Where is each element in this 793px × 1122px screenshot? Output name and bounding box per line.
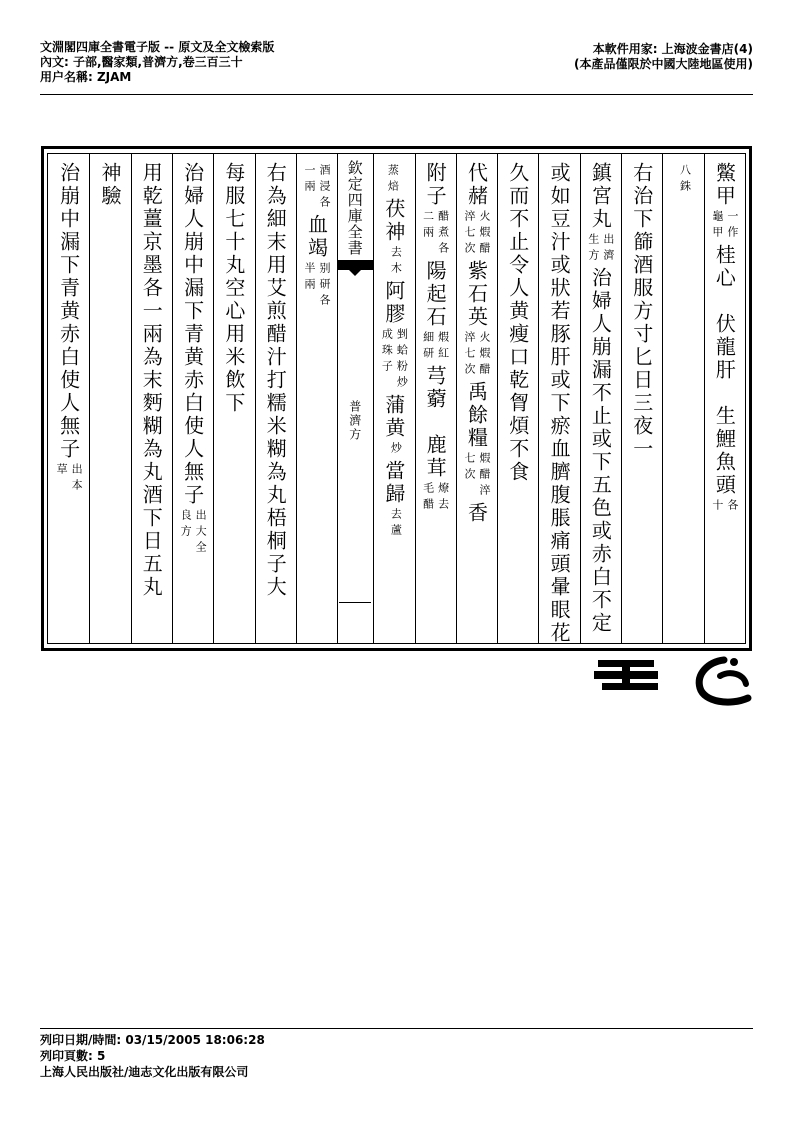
annotation: [386, 442, 401, 458]
main-text: 每服七十丸空心用米飲下: [221, 162, 246, 415]
annotation-right: 一作: [725, 210, 739, 242]
annotation-left: 淬七次: [462, 331, 476, 379]
text-column: [377, 162, 411, 542]
annotation-right: 出大全: [194, 509, 208, 557]
annotation-left: 一兩: [303, 164, 317, 196]
app-title: 文淵閣四庫全書電子版 -- 原文及全文檢索版: [40, 40, 275, 54]
main-text: 或如豆汁或狀若豚肝或下瘀血臍腹脹痛頭暈眼花: [547, 162, 572, 645]
text-column: [418, 162, 452, 516]
main-text: 代赭: [464, 162, 489, 208]
annotation: [463, 452, 490, 500]
annotation: [463, 331, 490, 379]
annotation: [386, 246, 401, 278]
annotation: [386, 164, 401, 196]
column-rule: [337, 154, 338, 643]
header-right: [574, 42, 753, 72]
main-text: 鎮宮丸: [588, 162, 613, 231]
main-text: 神驗: [97, 162, 122, 208]
column-rule: [415, 154, 416, 643]
text-column: [258, 162, 292, 599]
center-bottom-line: [339, 602, 371, 603]
annotation: [463, 210, 490, 258]
annotation: [303, 262, 330, 310]
page-image: [41, 146, 752, 651]
column-rule: [704, 154, 705, 643]
main-text: 久而不止令人黄瘦口乾胷煩不食: [505, 162, 530, 484]
annotation-right: 去木: [389, 246, 403, 278]
main-text: 當歸: [381, 460, 406, 506]
annotation: [303, 164, 330, 212]
book-title: 普濟方: [347, 400, 362, 442]
column-rule: [213, 154, 214, 643]
text-column: [501, 162, 535, 484]
column-rule: [456, 154, 457, 643]
footer: [40, 1032, 265, 1080]
fishtail-mark: [337, 260, 373, 270]
annotation-left: 草: [55, 463, 69, 479]
text-column: [134, 162, 168, 599]
text-column: [52, 162, 86, 497]
main-text: 治婦人崩中漏下青黄赤白使人無子: [180, 162, 205, 507]
column-rule: [255, 154, 256, 643]
annotation-left: 成珠子: [380, 328, 394, 376]
annotation-left: 半兩: [303, 262, 317, 294]
main-text: 附子: [423, 162, 448, 208]
annotation-right: 煆醋淬: [477, 452, 491, 500]
main-text: 紫石英: [464, 260, 489, 329]
column-rule: [538, 154, 539, 643]
annotation-left: 二兩: [421, 210, 435, 242]
text-column: [93, 162, 127, 208]
text-column: [217, 162, 251, 415]
main-text: 香: [464, 502, 489, 525]
annotation-right: 出本: [70, 463, 84, 495]
header-divider: [40, 94, 753, 95]
main-text: 右為細末用艾煎醋汁打糯米糊為丸梧桐子大: [263, 162, 288, 599]
annotation-right: 火煆醋: [477, 331, 491, 379]
main-text: 茯神: [381, 198, 406, 244]
main-text: 桂心 伏龍肝 生鯉魚頭: [712, 244, 737, 497]
annotation: [587, 233, 614, 265]
annotation-right: 八銖: [678, 164, 692, 196]
logo-bars-icon: [594, 656, 662, 696]
content-breadcrumb: 內文: 子部,醫家類,普濟方,卷三百三十: [40, 55, 243, 69]
annotation: [179, 509, 206, 557]
text-column: [707, 162, 741, 517]
annotation-right: 酒浸各: [318, 164, 332, 212]
series-title: 欽定四庫全書: [345, 160, 364, 256]
annotation: [55, 463, 82, 495]
column-rule: [662, 154, 663, 643]
annotation-right: 别研各: [318, 262, 332, 310]
center-fold: [337, 154, 373, 643]
annotation: [422, 331, 449, 363]
annotation-right: 煆紅: [436, 331, 450, 363]
annotation-right: 去蘆: [389, 508, 403, 540]
annotation: [422, 210, 449, 258]
annotation-right: 醋煮各: [436, 210, 450, 258]
main-text: 禹餘糧: [464, 381, 489, 450]
annotation-left: 龜甲: [710, 210, 724, 242]
main-text: 治崩中漏下青黄赤白使人無子: [56, 162, 81, 461]
main-text: 蒲黄: [381, 394, 406, 440]
annotation: [711, 499, 738, 515]
column-rule: [89, 154, 90, 643]
main-text: 右治下篩酒服方寸匕日三夜一: [629, 162, 654, 461]
annotation-right: 燎去: [436, 482, 450, 514]
column-rule: [296, 154, 297, 643]
print-datetime: 列印日期/時間: 03/15/2005 18:06:28: [40, 1033, 265, 1047]
column-rule: [621, 154, 622, 643]
publisher: 上海人民出版社/迪志文化出版有限公司: [40, 1065, 249, 1079]
main-text: 用乾薑京墨各一兩為末麪糊為丸酒下日五丸: [139, 162, 164, 599]
text-column: [666, 162, 700, 198]
annotation: [422, 482, 449, 514]
column-rule: [172, 154, 173, 643]
main-text: 芎藭 鹿茸: [423, 365, 448, 480]
column-rule: [580, 154, 581, 643]
main-text: 治婦人崩漏不止或下五色或赤白不定: [588, 267, 613, 635]
licensee-label: 本軟件用家: 上海波金書店(4): [592, 42, 753, 56]
annotation-left: 淬七次: [462, 210, 476, 258]
text-column: [459, 162, 493, 525]
annotation-left: 細研: [421, 331, 435, 363]
annotation-right: 剉蛤粉炒: [395, 328, 409, 392]
annotation: [676, 164, 691, 196]
column-rule: [131, 154, 132, 643]
annotation-left: 生方: [586, 233, 600, 265]
annotation-left: 毛醋: [421, 482, 435, 514]
main-text: 陽起石: [423, 260, 448, 329]
column-rule: [497, 154, 498, 643]
column-rule: [373, 154, 374, 643]
footer-divider: [40, 1028, 753, 1029]
logo-seal-icon: [690, 656, 756, 708]
print-pages: 列印頁數: 5: [40, 1049, 106, 1063]
text-column: [542, 162, 576, 645]
annotation-right: 炒: [389, 442, 403, 458]
user-name: 用户名稱: ZJAM: [40, 70, 132, 84]
annotation-left: 蒸焙: [386, 164, 400, 196]
annotation: [711, 210, 738, 242]
annotation: [386, 508, 401, 540]
annotation-left: 七次: [462, 452, 476, 484]
annotation: [380, 328, 407, 392]
main-text: 鱉甲: [712, 162, 737, 208]
text-column: [583, 162, 617, 635]
annotation-right: 出濟: [601, 233, 615, 265]
annotation-left: 良方: [179, 509, 193, 541]
main-text: 血竭: [304, 214, 329, 260]
main-text: 阿膠: [381, 280, 406, 326]
text-column: [300, 162, 334, 312]
region-restriction: (本產品僅限於中國大陸地區使用): [574, 57, 753, 71]
header-left: [40, 40, 274, 85]
annotation-left: 十: [710, 499, 724, 515]
text-column: [625, 162, 659, 461]
text-column: [176, 162, 210, 559]
page-inner-frame: [47, 153, 746, 644]
annotation-right: 火煆醋: [477, 210, 491, 258]
annotation-right: 各: [725, 499, 739, 515]
